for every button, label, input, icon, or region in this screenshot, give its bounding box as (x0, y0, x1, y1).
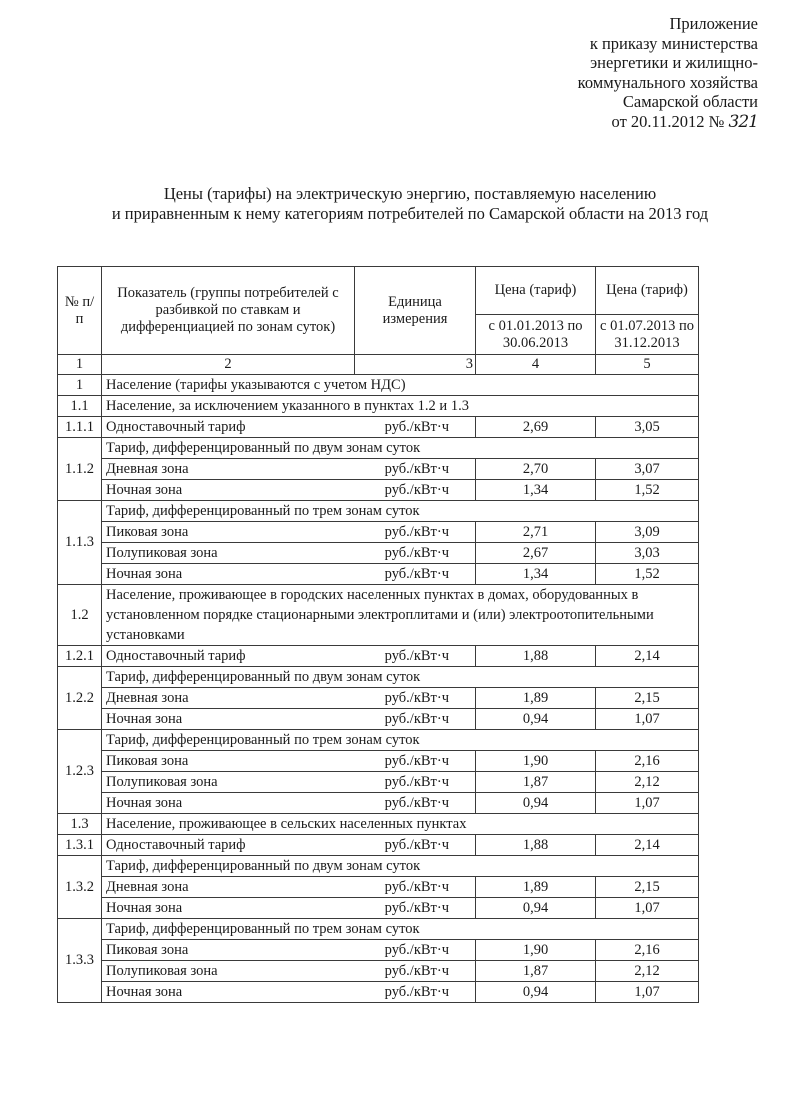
price-h2: 2,15 (596, 877, 699, 898)
table-row (58, 480, 699, 501)
price-h1: 1,90 (476, 940, 596, 961)
row-number: 1.1.1 (58, 417, 102, 438)
price-h1: 1,88 (476, 835, 596, 856)
price-h2: 2,15 (596, 688, 699, 709)
row-label: Ночная зона (106, 899, 183, 916)
column-number-1: 1 (58, 355, 102, 375)
row-unit: руб./кВт·ч (384, 878, 449, 895)
row-label: Дневная зона (106, 878, 189, 895)
row-label: Одноставочный тариф (106, 418, 246, 435)
row-unit: руб./кВт·ч (384, 941, 449, 958)
price-h1: 1,34 (476, 480, 596, 501)
row-unit: руб./кВт·ч (384, 773, 449, 790)
price-h1: 2,70 (476, 459, 596, 480)
price-h2: 2,16 (596, 940, 699, 961)
header-period-2: с 01.07.2013 по 31.12.2013 (596, 315, 699, 355)
table-row (58, 417, 699, 438)
price-h2: 2,12 (596, 961, 699, 982)
row-number: 1.2 (58, 585, 102, 646)
section-title: Тариф, дифференцированный по двум зонам суток (102, 667, 699, 688)
section-title: Тариф, дифференцированный по двум зонам суток (102, 438, 699, 459)
price-h2: 3,09 (596, 522, 699, 543)
row-unit: руб./кВт·ч (384, 899, 449, 916)
table-row (58, 772, 699, 793)
row-number: 1.1 (58, 396, 102, 417)
row-label: Ночная зона (106, 794, 183, 811)
row-label: Пиковая зона (106, 941, 189, 958)
row-number: 1.3.3 (58, 919, 102, 1003)
row-label: Дневная зона (106, 689, 189, 706)
table-row (58, 940, 699, 961)
annex-order-date: от 20.11.2012 № (611, 111, 725, 131)
row-unit: руб./кВт·ч (384, 836, 449, 853)
price-h2: 2,14 (596, 646, 699, 667)
row-unit: руб./кВт·ч (384, 794, 449, 811)
annex-line: Приложение (669, 14, 758, 33)
header-indicator: Показатель (группы потребителей с разбивкой по ставкам и дифференциацией по зонам суток) (102, 267, 355, 355)
header-period-1: с 01.01.2013 по 30.06.2013 (476, 315, 596, 355)
section-title: Тариф, дифференцированный по двум зонам суток (102, 856, 699, 877)
price-h2: 3,07 (596, 459, 699, 480)
handwritten-order-number: 321 (728, 111, 758, 132)
row-unit: руб./кВт·ч (384, 481, 449, 498)
price-h1: 0,94 (476, 709, 596, 730)
tariff-table (57, 266, 699, 1003)
row-number: 1.3.2 (58, 856, 102, 919)
header-unit: Единица измерения (355, 267, 476, 355)
price-h1: 1,90 (476, 751, 596, 772)
price-h2: 3,03 (596, 543, 699, 564)
section-title: Население, проживающее в городских населенных пунктах в домах, оборудованных в установленном порядке стационарными электроплитами и (или) электроотопительными установками (102, 585, 699, 646)
row-unit: руб./кВт·ч (384, 460, 449, 477)
section-title: Тариф, дифференцированный по трем зонам суток (102, 730, 699, 751)
row-number: 1 (58, 375, 102, 396)
row-unit: руб./кВт·ч (384, 523, 449, 540)
price-h1: 1,89 (476, 688, 596, 709)
section-title: Население, за исключением указанного в пунктах 1.2 и 1.3 (102, 396, 699, 417)
annex-header (578, 14, 758, 132)
price-h1: 2,67 (476, 543, 596, 564)
price-h2: 1,07 (596, 793, 699, 814)
table-row (58, 709, 699, 730)
row-number: 1.2.2 (58, 667, 102, 730)
table-row (58, 459, 699, 480)
row-number: 1.1.2 (58, 438, 102, 501)
table-row (58, 688, 699, 709)
row-unit: руб./кВт·ч (384, 647, 449, 664)
table-row (58, 543, 699, 564)
section-title: Население (тарифы указываются с учетом НДС) (102, 375, 699, 396)
price-h2: 2,16 (596, 751, 699, 772)
row-number: 1.2.1 (58, 646, 102, 667)
row-unit: руб./кВт·ч (384, 983, 449, 1000)
price-h2: 1,07 (596, 898, 699, 919)
row-number: 1.3.1 (58, 835, 102, 856)
row-label: Одноставочный тариф (106, 647, 246, 664)
row-label: Ночная зона (106, 481, 183, 498)
table-row (58, 835, 699, 856)
annex-line: коммунального хозяйства (577, 72, 758, 92)
row-label: Полупиковая зона (106, 962, 218, 979)
table-row (58, 522, 699, 543)
row-label: Ночная зона (106, 983, 183, 1000)
annex-line: энергетики и жилищно- (590, 53, 758, 72)
annex-order-date-line (578, 112, 758, 133)
title-line-1: Цены (тарифы) на электрическую энергию, поставляемую населению (163, 184, 657, 203)
table-row (58, 646, 699, 667)
column-number-3: 3 (355, 355, 476, 375)
header-number: № п/п (58, 267, 102, 355)
table-row (58, 751, 699, 772)
table-row (58, 982, 699, 1003)
row-unit: руб./кВт·ч (384, 689, 449, 706)
row-label: Полупиковая зона (106, 544, 218, 561)
price-h1: 1,87 (476, 772, 596, 793)
price-h1: 1,87 (476, 961, 596, 982)
price-h2: 1,52 (596, 564, 699, 585)
table-row (58, 898, 699, 919)
row-unit: руб./кВт·ч (384, 710, 449, 727)
table-row (58, 793, 699, 814)
row-label: Пиковая зона (106, 752, 189, 769)
annex-line: к приказу министерства (589, 33, 758, 53)
table-row (58, 564, 699, 585)
annex-line: Самарской области (622, 92, 758, 111)
row-unit: руб./кВт·ч (384, 962, 449, 979)
price-h1: 0,94 (476, 898, 596, 919)
row-label: Пиковая зона (106, 523, 189, 540)
row-label: Ночная зона (106, 710, 183, 727)
row-number: 1.1.3 (58, 501, 102, 585)
price-h1: 0,94 (476, 982, 596, 1003)
header-price-2: Цена (тариф) (596, 267, 699, 315)
row-number: 1.3 (58, 814, 102, 835)
column-number-2: 2 (102, 355, 355, 375)
row-unit: руб./кВт·ч (384, 418, 449, 435)
row-label: Полупиковая зона (106, 773, 218, 790)
row-number: 1.2.3 (58, 730, 102, 814)
title-line-2: и приравненным к нему категориям потребителей по Самарской области на 2013 год (111, 204, 709, 223)
section-title: Тариф, дифференцированный по трем зонам суток (102, 919, 699, 940)
price-h1: 1,88 (476, 646, 596, 667)
header-price-1: Цена (тариф) (476, 267, 596, 315)
row-unit: руб./кВт·ч (384, 565, 449, 582)
price-h1: 1,89 (476, 877, 596, 898)
price-h1: 2,69 (476, 417, 596, 438)
row-unit: руб./кВт·ч (384, 752, 449, 769)
column-number-4: 4 (476, 355, 596, 375)
table-row (58, 877, 699, 898)
price-h1: 1,34 (476, 564, 596, 585)
row-label: Одноставочный тариф (106, 836, 246, 853)
price-h2: 3,05 (596, 417, 699, 438)
price-h2: 2,14 (596, 835, 699, 856)
price-h2: 1,52 (596, 480, 699, 501)
price-h1: 0,94 (476, 793, 596, 814)
row-label: Ночная зона (106, 565, 183, 582)
row-unit: руб./кВт·ч (384, 544, 449, 561)
document-title (60, 184, 760, 224)
price-h2: 1,07 (596, 709, 699, 730)
section-title: Тариф, дифференцированный по трем зонам суток (102, 501, 699, 522)
table-row (58, 961, 699, 982)
row-label: Дневная зона (106, 460, 189, 477)
price-h1: 2,71 (476, 522, 596, 543)
price-h2: 1,07 (596, 982, 699, 1003)
section-title: Население, проживающее в сельских населенных пунктах (102, 814, 699, 835)
price-h2: 2,12 (596, 772, 699, 793)
column-number-5: 5 (596, 355, 699, 375)
